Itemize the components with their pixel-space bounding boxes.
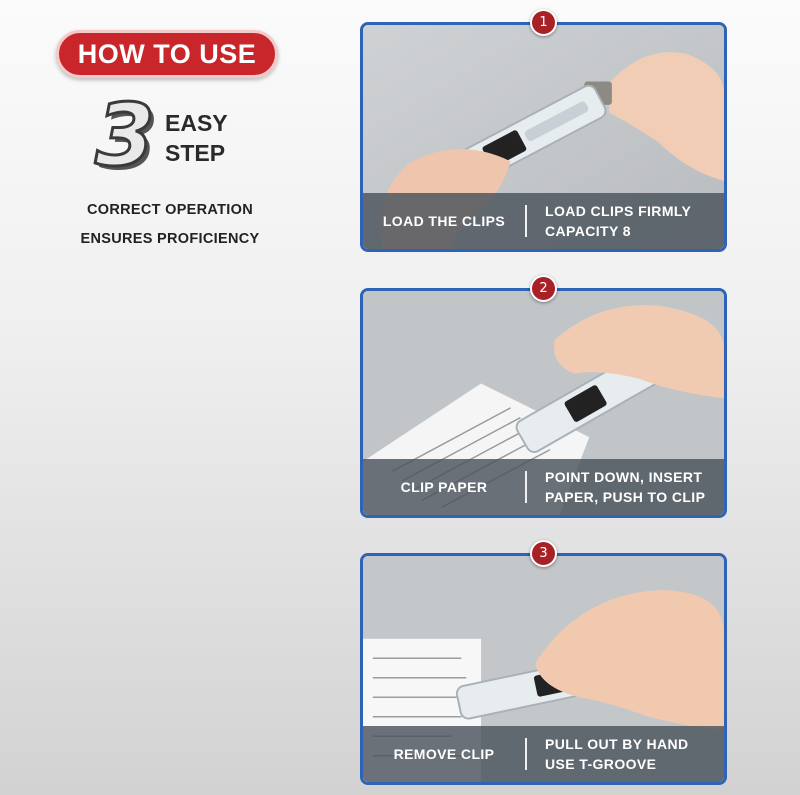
tagline-line2: ENSURES PROFICIENCY [80,231,260,247]
step-3-title: REMOVE CLIP [393,746,495,762]
step-card-2 [360,288,727,518]
tagline-line1: CORRECT OPERATION [87,202,253,218]
step-2-detail: POINT DOWN, INSERT PAPER, PUSH TO CLIP [545,469,706,505]
step-3-detail: PULL OUT BY HAND USE T-GROOVE [545,736,689,772]
step-number-1: 1 [530,9,557,36]
how-to-use-badge [56,30,278,78]
step-number-3: 3 [530,540,557,567]
tagline [50,196,290,254]
step-label: STEP [165,140,226,166]
step-1-caption [363,193,724,249]
step-3-caption [363,726,724,782]
step-card-1 [360,22,727,252]
step-2-title: CLIP PAPER [400,479,488,495]
step-1-title: LOAD THE CLIPS [382,213,506,229]
badge-label: HOW TO USE [77,38,257,69]
step-2-caption [363,459,724,515]
easy-step-label [165,108,228,168]
step-1-detail: LOAD CLIPS FIRMLY CAPACITY 8 [545,203,692,239]
easy-label: EASY [165,110,228,136]
step-card-3 [360,553,727,785]
step-number-2: 2 [530,275,557,302]
step-count-number: 3 [95,86,155,186]
